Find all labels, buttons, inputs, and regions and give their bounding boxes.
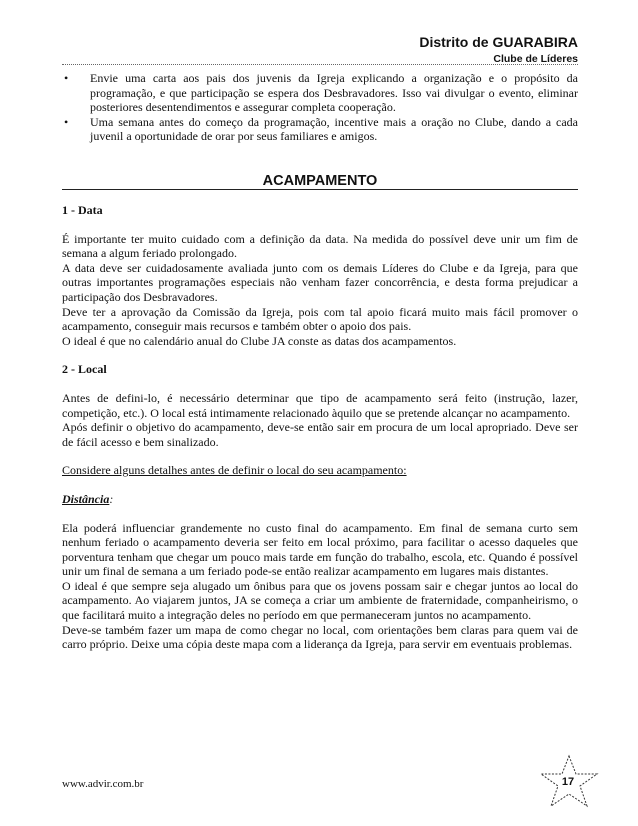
distance-colon: : [109, 491, 114, 506]
paragraph: O ideal é que no calendário anual do Clube JA conste as datas dos acampamentos. [62, 333, 457, 348]
bullet-text: Uma semana antes do começo da programação, incentive mais a oração no Clube, dando a cada juvenil a oportunidade de orar por seus familiares e amigos. [90, 114, 578, 144]
list-item [62, 71, 578, 115]
section-divider [62, 189, 578, 190]
local-heading: 2 - Local [62, 362, 107, 377]
section-title: ACAMPAMENTO [262, 173, 378, 189]
distance-heading: Distância [62, 491, 110, 506]
list-item [62, 115, 578, 144]
paragraph: Antes de defini-lo, é necessário determinar que tipo de acampamento será feito (instrução, lazer, competição, etc.). O local está intimamente relacionado àquilo que se pretende alcançar no acampamento. [62, 390, 578, 420]
paragraph: Após definir o objetivo do acampamento, deve-se então sair em procura de um local apropriado. Deve ser de fácil acesso e bem sinalizado. [62, 420, 578, 449]
consider-line: Considere alguns detalhes antes de definir o local do seu acampamento: [62, 463, 407, 478]
header-divider [62, 64, 578, 65]
paragraph: Deve ter a aprovação da Comissão da Igreja, pois com tal apoio ficará muito mais fácil promover o acampamento, conseguir mais recursos e também obter o apoio dos pais. [62, 304, 578, 334]
bullet-list [62, 71, 578, 144]
paragraph: O ideal é que sempre seja alugado um ônibus para que os jovens possam sair e chegar juntos ao local do acampamento. Ao viajarem juntos, JA se começa a criar um ambiente de fraternidade, companheirismo, o que facilitará muito a integração deles no período em que permaneceram juntos no acampamento. [62, 578, 578, 623]
bullet-icon: • [64, 114, 69, 129]
paragraph: É importante ter muito cuidado com a definição da data. Na medida do possível deve unir um fim de semana a algum feriado prolongado. [62, 231, 578, 261]
district-title: Distrito de GUARABIRA [419, 34, 578, 50]
club-subtitle: Clube de Líderes [493, 53, 578, 65]
paragraph: Ela poderá influenciar grandemente no custo final do acampamento. Em final de semana curto sem nenhum feriado o acampamento deveria ser feito em local próximo, para facilitar o acesso daqueles que porventura tenham que chegar um pouco mais tarde em função do trabalho, escola, etc. Quando é possível unir um final de semana a um feriado pode-se então realizar acampamento em lugares mais distantes. [62, 520, 578, 579]
bullet-icon: • [64, 71, 69, 85]
bullet-text: Envie uma carta aos pais dos juvenis da Igreja explicando a organização e o propósito da programação, e que participação se espera dos Desbravadores. Isso vai divulgar o evento, eliminar posteriores desentendimentos e assegurar completa cooperação. [90, 71, 578, 115]
paragraph: Deve-se também fazer um mapa de como chegar no local, com orientações bem claras para quem vai de carro próprio. Deixe uma cópia deste mapa com a liderança da Igreja, para servir em eventuais problemas. [62, 622, 578, 652]
distance-heading-line [62, 492, 578, 507]
page-header [62, 34, 578, 66]
page-number: 17 [561, 776, 575, 788]
paragraph: A data deve ser cuidadosamente avaliada junto com os demais Líderes do Clube e da Igreja, para que outras importantes programações especiais não venham fazer concorrência, e desta forma prejudicar a participação dos Desbravadores. [62, 260, 578, 304]
footer-url: www.advir.com.br [62, 778, 144, 790]
page-content [62, 203, 578, 652]
data-heading: 1 - Data [62, 203, 103, 217]
